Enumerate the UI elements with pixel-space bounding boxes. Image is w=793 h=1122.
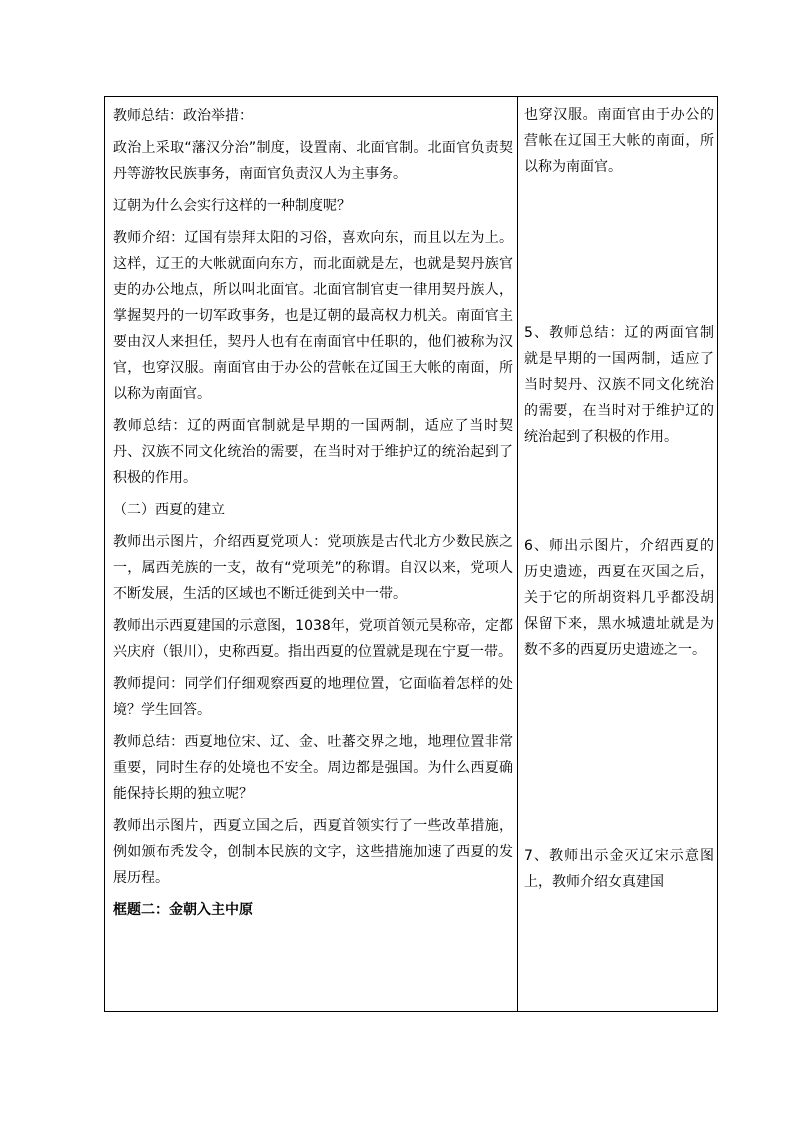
question-liao-system: 辽朝为什么会实行这样的一种制度呢？ xyxy=(113,198,351,214)
note-7: 7、教师出示金灭辽宋示意图上，教师介绍女真建国 xyxy=(524,848,714,890)
design-notes-column xyxy=(524,97,714,1011)
note-6: 6、师出示图片，介绍西夏的历史遗迹，西夏在灭国之后，关于它的所胡资料几乎都没胡保留下来，黑水城遗址就是为数不多的西夏历史遗迹之一。 xyxy=(524,538,714,658)
paragraph-fanhan-system: 政治上采取“藩汉分治”制度，设置南、北面官制。北面官负责契丹等游牧民族事务，南面官负责汉人为主事务。 xyxy=(113,140,513,182)
paragraph-dangxiang: 教师出示图片，介绍西夏党项人：党项族是古代北方少数民族之一，属西羌族的一支，故有“党项羌”的称谓。自汉以来，党项人不断发展，生活的区域也不断迁徙到关中一带。 xyxy=(113,534,513,602)
paragraph-xixia-reforms: 教师出示图片，西夏立国之后，西夏首领实行了一些改革措施，例如颁布秃发令，创制本民族的文字，这些措施加速了西夏的发展历程。 xyxy=(113,818,513,886)
paragraph-teacher-question: 教师提问：同学们仔细观察西夏的地理位置，它面临着怎样的处境？学生回答。 xyxy=(113,676,513,718)
paragraph-xixia-founding: 教师出示西夏建国的示意图，1038年，党项首领元昊称帝，定都兴庆府（银川），史称西夏。指出西夏的位置就是现在宁夏一带。 xyxy=(113,618,513,660)
paragraph-xixia-summary: 教师总结：西夏地位宋、辽、金、吐蕃交界之地，地理位置非常重要，同时生存的处境也不安全。周边都是强国。为什么西夏确能保持长期的独立呢？ xyxy=(113,734,513,802)
topic-heading-jin: 框题二：金朝入主中原 xyxy=(113,902,253,918)
paragraph-teacher-summary: 教师总结：辽的两面官制就是早期的一国两制，适应了当时契丹、汉族不同文化统治的需要，在当时对于维护辽的统治起到了积极的作用。 xyxy=(113,418,513,486)
note-southern-officials: 也穿汉服。南面官由于办公的营帐在辽国王大帐的南面，所以称为南面官。 xyxy=(524,107,714,175)
section-heading-xixia: （二）西夏的建立 xyxy=(113,502,225,518)
summary-heading: 教师总结：政治举措： xyxy=(113,108,253,124)
column-divider xyxy=(517,97,518,1011)
note-5: 5、教师总结：辽的两面官制就是早期的一国两制，适应了当时契丹、汉族不同文化统治的需要，在当时对于维护辽的统治起到了积极的作用。 xyxy=(524,325,714,445)
teaching-process-column xyxy=(113,103,513,923)
paragraph-teacher-intro: 教师介绍：辽国有崇拜太阳的习俗，喜欢向东，而且以左为上。这样，辽王的大帐就面向东方，而北面就是左，也就是契丹族官吏的办公地点，所以叫北面官。北面官制官吏一律用契丹族人，掌握契丹的一切军政事务，也是辽朝的最高权力机关。南面官主要由汉人来担任，契丹人也有在南面官中任职的，他们被称为汉官，也穿汉服。南面官由于办公的营帐在辽国王大帐的南面，所以称为南面官。 xyxy=(113,230,513,402)
lesson-table xyxy=(104,96,718,1012)
